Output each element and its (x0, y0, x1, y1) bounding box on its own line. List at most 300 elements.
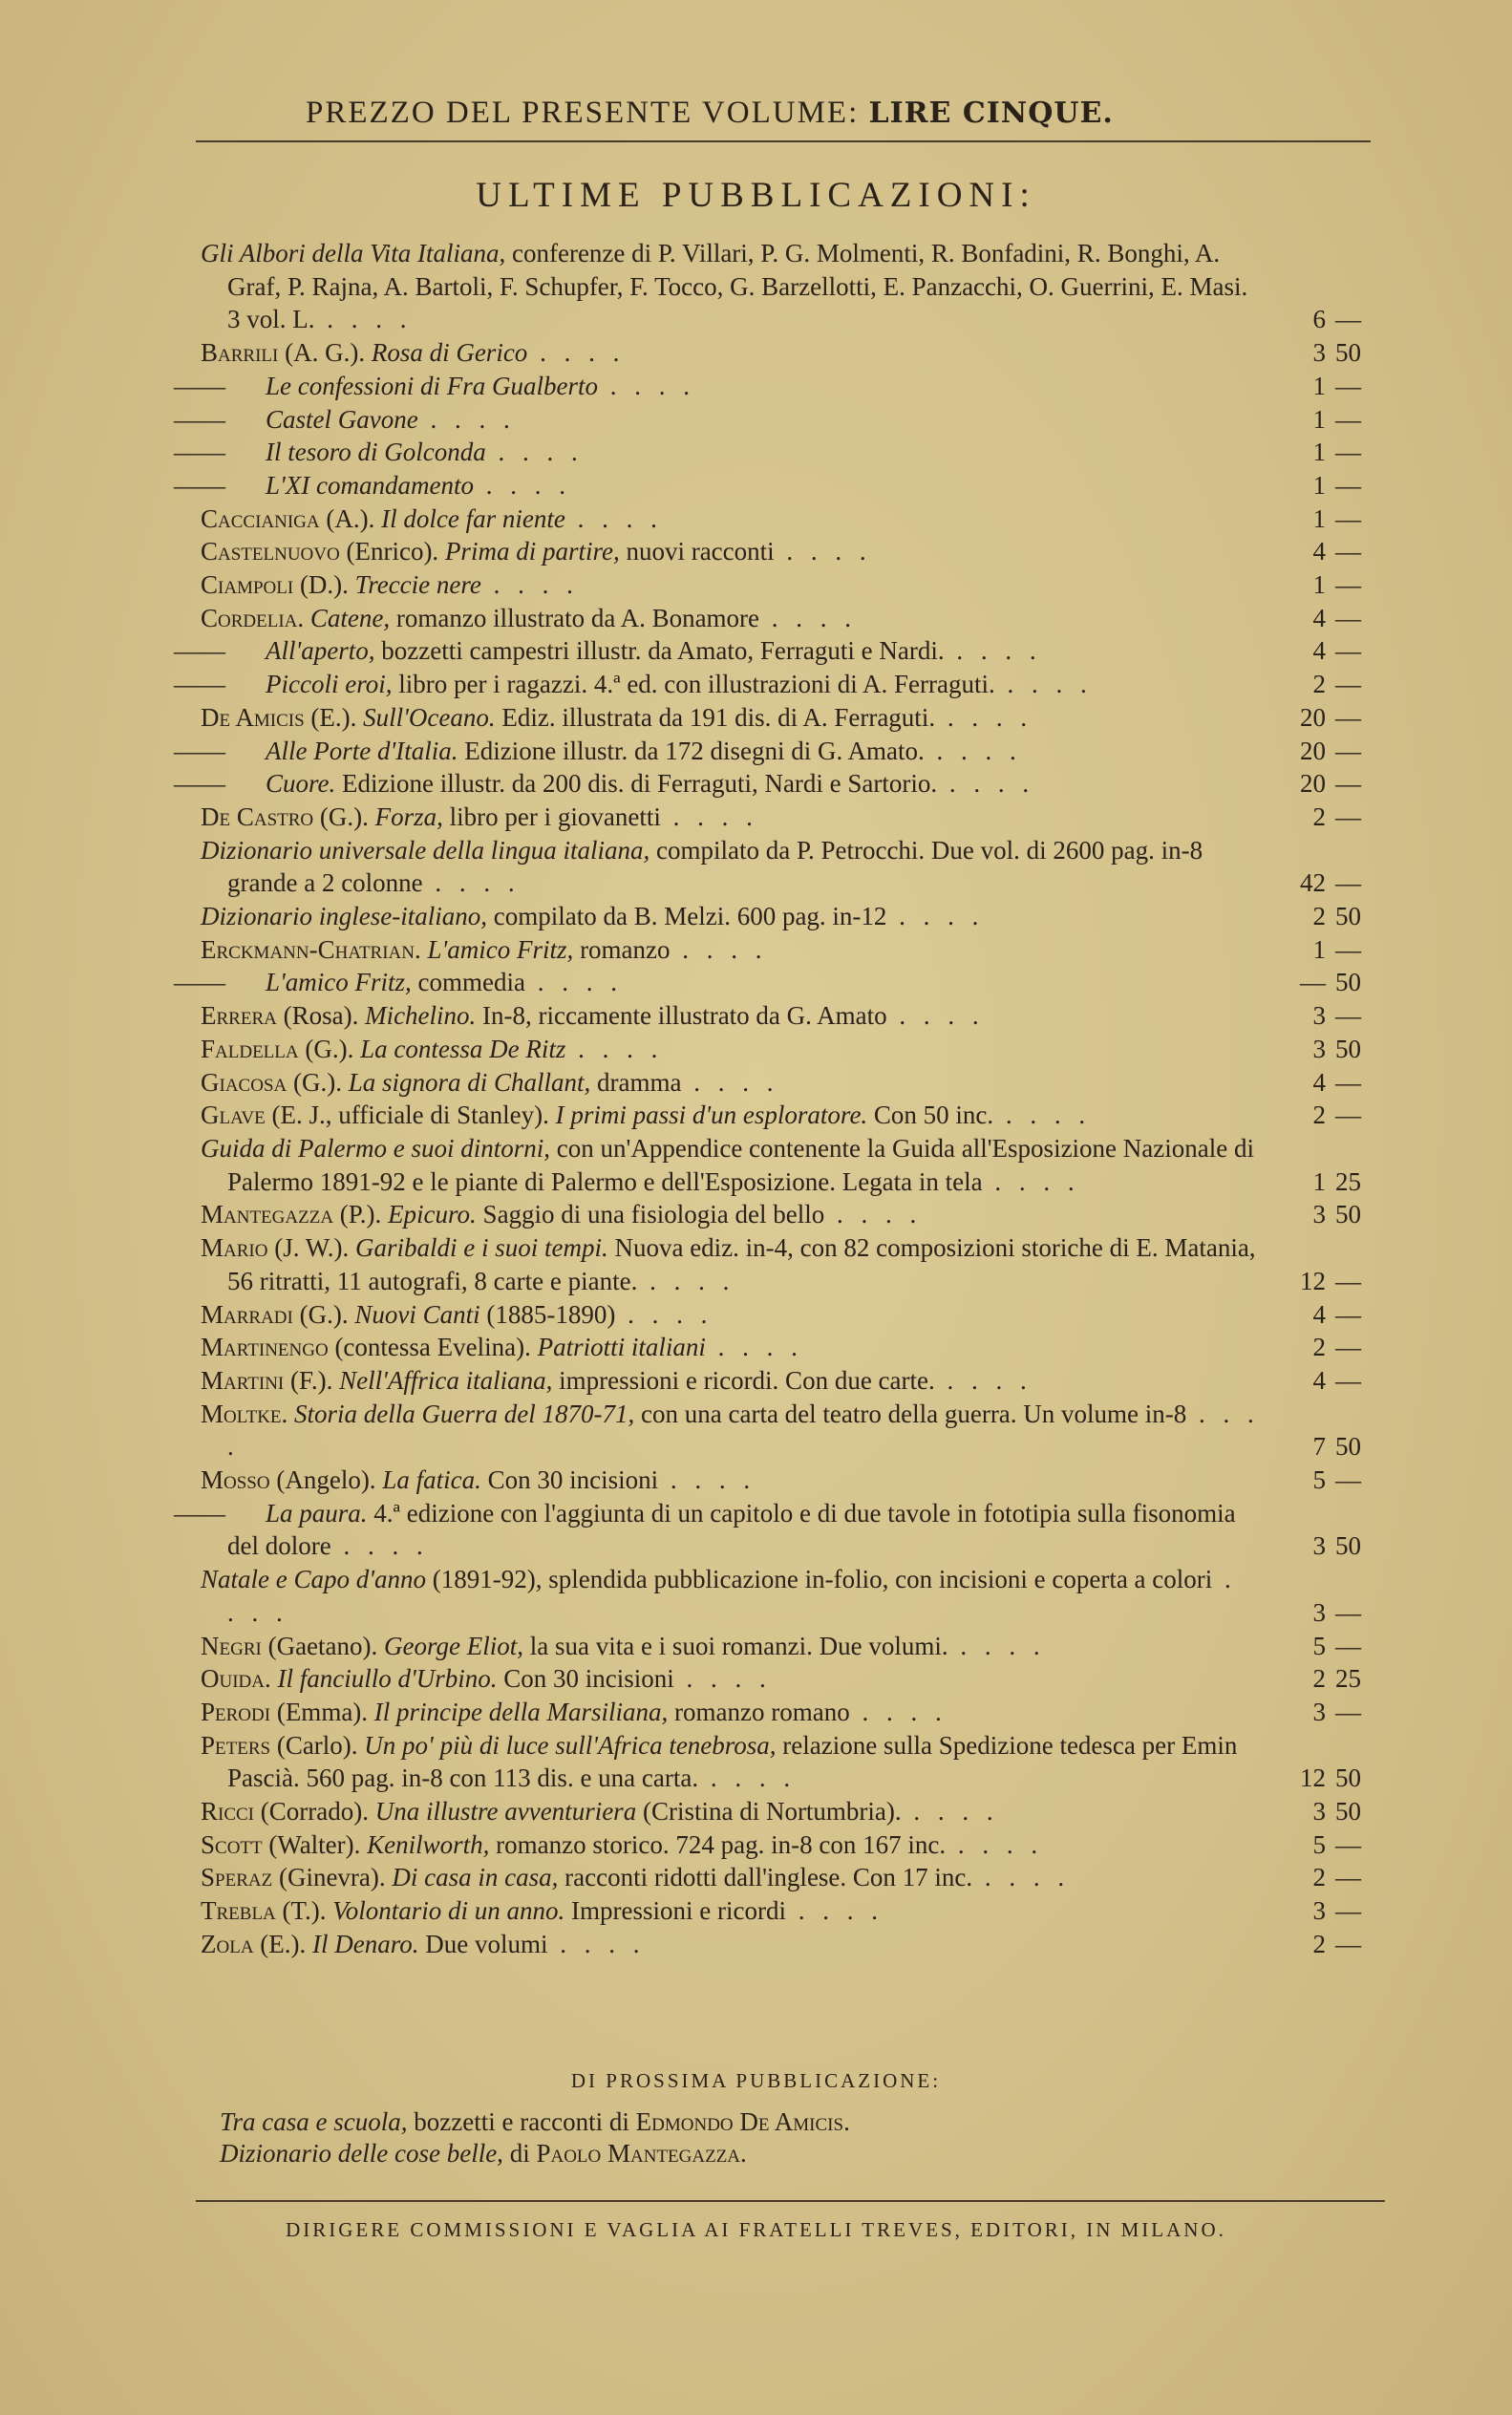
publication-list (174, 237, 1385, 1961)
list-item (201, 1464, 1385, 1497)
entry-price (1280, 436, 1385, 469)
list-item (201, 1132, 1385, 1198)
list-item (174, 634, 1385, 668)
entry-title: Rosa di Gerico (371, 338, 528, 368)
price-centesimi: — (1335, 868, 1361, 898)
entry-author-detail: (contessa Evelina). (328, 1333, 538, 1362)
entry-price (1280, 303, 1385, 336)
entry-title: Una illustre avventuriera (374, 1797, 637, 1827)
price-centesimi: — (1335, 736, 1361, 765)
entry-author: Zola (201, 1929, 254, 1958)
entry-title: La fatica. (382, 1465, 481, 1495)
entry-price (1280, 966, 1385, 999)
entry-title: L'amico Fritz, (427, 934, 574, 964)
leader-dots: . . . . (937, 769, 1035, 799)
repeat-author-dash: —— (174, 470, 225, 500)
leader-dots: . . . . (935, 702, 1033, 732)
price-lire: 5 (1312, 1631, 1326, 1660)
entry-price (1280, 502, 1385, 536)
entry-description: Con 30 incisioni (480, 1465, 659, 1495)
price-lire: 4 (1312, 636, 1326, 666)
price-centesimi: — (1335, 1365, 1361, 1395)
leader-dots: . . . . (474, 470, 571, 500)
price-lire: 3 (1312, 1200, 1326, 1229)
entry-title: Patriotti italiani (537, 1333, 706, 1362)
price-lire: 7 (1312, 1432, 1326, 1462)
price-centesimi: — (1335, 1299, 1361, 1329)
leader-dots: . . . . (417, 404, 516, 434)
list-item (201, 1298, 1385, 1332)
leader-dots: . . . . (673, 1664, 772, 1694)
list-item (201, 1928, 1385, 1961)
entry-description: Con 30 incisioni (497, 1664, 674, 1694)
entry-title: La contessa De Ritz (360, 1034, 566, 1063)
entry-title: Volontario di un anno. (332, 1896, 565, 1926)
leader-dots: . . . . (944, 636, 1042, 666)
list-item (201, 1398, 1385, 1464)
list-item (174, 735, 1385, 768)
entry-price (1280, 801, 1385, 834)
price-header (306, 96, 1328, 131)
price-lire: 2 (1312, 1664, 1326, 1694)
entry-price (1280, 900, 1385, 933)
entry-description: nuovi racconti (619, 537, 775, 566)
entry-title: Catene, (309, 603, 391, 632)
entry-price (1280, 1364, 1385, 1398)
entry-author-detail: . (281, 1399, 295, 1428)
entry-price (1280, 767, 1385, 801)
list-item (201, 1198, 1385, 1231)
entry-description: commedia (411, 968, 526, 997)
list-item (201, 1729, 1385, 1795)
entry-price (1280, 1033, 1385, 1066)
price-lire: 6 (1312, 305, 1326, 334)
entry-price (1280, 1928, 1385, 1961)
list-item (201, 502, 1385, 536)
price-centesimi: — (1335, 1829, 1361, 1859)
entry-price (1280, 469, 1385, 502)
leader-dots: . . . . (565, 1034, 664, 1063)
entry-price (1280, 370, 1385, 403)
price-lire: 2 (1312, 1863, 1326, 1892)
entry-author-detail: (Enrico). (339, 537, 445, 566)
entry-price (1280, 1762, 1385, 1795)
leader-dots: . . . . (934, 1365, 1033, 1395)
list-item (201, 1696, 1385, 1729)
list-item (201, 1828, 1385, 1862)
list-item (201, 1033, 1385, 1066)
entry-author-detail: . (297, 603, 310, 632)
price-centesimi: — (1335, 1101, 1361, 1130)
leader-dots: . . . . (946, 1829, 1044, 1859)
entry-author: Scott (201, 1829, 263, 1859)
leader-dots: . . . . (901, 1797, 999, 1827)
entry-author: Mantegazza (201, 1200, 334, 1229)
entry-price (1280, 1198, 1385, 1231)
price-centesimi: 25 (1335, 1664, 1361, 1694)
entry-title: L'amico Fritz, (266, 968, 412, 997)
leader-dots: . . . . (547, 1929, 646, 1958)
entry-author-detail: (J. W.). (267, 1233, 355, 1263)
price-centesimi: — (1335, 1697, 1361, 1726)
entry-description: romanzo illustrato da A. Bonamore (390, 603, 760, 632)
entry-author: Ouida (201, 1664, 265, 1694)
entry-author-detail: (P.). (333, 1200, 389, 1229)
price-lire: 1 (1312, 470, 1326, 500)
entry-author-detail: (T.). (275, 1896, 333, 1926)
entry-description: romanzo storico. 724 pag. in-8 con 167 inc. (489, 1829, 947, 1859)
price-centesimi: — (1335, 1863, 1361, 1892)
price-lire: 5 (1312, 1829, 1326, 1859)
entry-title: Piccoli eroi, (266, 670, 393, 699)
entry-author: Speraz (201, 1863, 273, 1892)
price-lire: 1 (1312, 570, 1326, 600)
price-lire: 42 (1300, 868, 1326, 898)
entry-author: Marradi (201, 1299, 293, 1329)
price-lire: 2 (1312, 801, 1326, 831)
leader-dots: . . . . (527, 338, 626, 368)
list-item (201, 999, 1385, 1033)
price-lire: 2 (1312, 1333, 1326, 1362)
list-item (174, 436, 1385, 469)
price-centesimi: — (1335, 1067, 1361, 1097)
forthcoming-description: bozzetti e racconti di (407, 2107, 636, 2136)
repeat-author-dash: —— (174, 1498, 225, 1528)
entry-description: Nuova ediz. in-4, con 82 composizioni storiche di E. Matania, 56 ritratti, 11 autografi, 8 carte e piante. (227, 1233, 1256, 1295)
entry-price (1280, 1265, 1385, 1298)
price-lire: 1 (1312, 1166, 1326, 1196)
price-centesimi: 50 (1335, 968, 1361, 997)
entry-title: Il Denaro. (312, 1929, 419, 1958)
leader-dots: . . . . (705, 1333, 803, 1362)
entry-author: Trebla (201, 1896, 276, 1926)
entry-price (1280, 735, 1385, 768)
entry-description: relazione sulla Spedizione tedesca per Emin Pascià. 560 pag. in-8 con 113 dis. e una carta. (227, 1730, 1238, 1793)
price-header-prefix: PREZZO DEL PRESENTE VOLUME: (306, 96, 869, 130)
leader-dots: . . . . (597, 371, 695, 400)
section-title: ULTIME PUBBLICAZIONI: (476, 176, 1036, 215)
entry-author: Martini (201, 1365, 285, 1395)
entry-author: Ricci (201, 1797, 255, 1827)
entry-description: la sua vita e i suoi romanzi. Due volumi. (522, 1631, 948, 1660)
entry-author-detail: (E.). (304, 702, 364, 732)
price-centesimi: 50 (1335, 338, 1361, 368)
entry-author: Negri (201, 1631, 262, 1660)
entry-description: (1885-1890) (479, 1299, 616, 1329)
price-lire: 2 (1312, 1101, 1326, 1130)
forthcoming-end: . (843, 2107, 850, 2136)
entry-title: Un po' più di luce sull'Africa tenebrosa, (364, 1730, 777, 1760)
price-centesimi: — (1335, 702, 1361, 732)
leader-dots: . . . . (480, 570, 579, 600)
price-centesimi: — (1335, 1266, 1361, 1295)
entry-author-detail: (Angelo). (269, 1465, 383, 1495)
entry-description: romanzo romano (668, 1697, 850, 1726)
entry-description: (Cristina di Nortumbria). (636, 1797, 902, 1827)
leader-dots: . . . . (849, 1697, 948, 1726)
entry-description: (1891-92), splendida pubblicazione in-folio, con incisioni e coperta a colori (426, 1565, 1213, 1594)
forthcoming-author: Paolo Mantegazza (536, 2139, 741, 2168)
entry-author: Errera (201, 1001, 277, 1031)
entry-title: Di casa in casa, (392, 1863, 559, 1892)
list-item (201, 1231, 1385, 1297)
entry-price (1280, 336, 1385, 370)
entry-price (1280, 1828, 1385, 1862)
entry-author-detail: (Gaetano). (261, 1631, 385, 1660)
price-lire: 4 (1312, 603, 1326, 632)
list-item (201, 568, 1385, 602)
entry-price (1280, 1630, 1385, 1663)
entry-title: Il fanciullo d'Urbino. (277, 1664, 498, 1694)
price-lire: 20 (1300, 702, 1326, 732)
entry-author-detail: (Rosa). (276, 1001, 366, 1031)
price-lire: 20 (1300, 769, 1326, 799)
entry-title: Dizionario inglese-italiano, (201, 902, 487, 931)
entry-description: Edizione illustr. da 172 disegni di G. Amato. (458, 736, 925, 765)
entry-title: Epicuro. (388, 1200, 477, 1229)
entry-title: Garibaldi e i suoi tempi. (354, 1233, 608, 1263)
leader-dots: . . . . (824, 1200, 923, 1229)
entry-author-detail: (Walter). (262, 1829, 368, 1859)
repeat-author-dash: —— (174, 769, 225, 799)
price-lire: 12 (1300, 1763, 1326, 1793)
entry-title: Nell'Affrica italiana, (339, 1365, 553, 1395)
list-item (201, 1662, 1385, 1696)
forthcoming-end: . (740, 2139, 747, 2168)
leader-dots: . . . . (982, 1166, 1080, 1196)
price-centesimi: — (1335, 371, 1361, 400)
forthcoming-title: DI PROSSIMA PUBBLICAZIONE: (570, 2069, 942, 2092)
price-centesimi: 50 (1335, 1200, 1361, 1229)
leader-dots: . . . . (948, 1631, 1046, 1660)
entry-title: Natale e Capo d'anno (201, 1565, 427, 1594)
entry-author-detail: (G.). (287, 1067, 349, 1097)
entry-description: dramma (590, 1067, 682, 1097)
entry-price (1280, 602, 1385, 635)
price-centesimi: — (1335, 769, 1361, 799)
entry-title: George Eliot, (384, 1631, 523, 1660)
leader-dots: . . . . (972, 1863, 1071, 1892)
entry-title: Cuore. (266, 769, 336, 799)
entry-author: Mario (201, 1233, 268, 1263)
price-centesimi: — (1335, 636, 1361, 666)
price-centesimi: 50 (1335, 1034, 1361, 1063)
price-lire: 3 (1312, 1896, 1326, 1926)
entry-author-detail: (D.). (293, 570, 355, 600)
list-item (174, 668, 1385, 701)
entry-author-detail: (G.). (313, 801, 375, 831)
price-lire: 2 (1312, 1929, 1326, 1958)
top-rule (196, 140, 1371, 142)
repeat-author-dash: —— (174, 438, 225, 467)
entry-description: con una carta del teatro della guerra. Un volume in-8 (634, 1399, 1187, 1428)
leader-dots: . . . . (759, 603, 858, 632)
entry-author: Mosso (201, 1465, 270, 1495)
list-item (201, 900, 1385, 933)
entry-price (1280, 999, 1385, 1033)
entry-author-detail: (Carlo). (270, 1730, 365, 1760)
leader-dots: . . . . (774, 537, 872, 566)
list-item (174, 966, 1385, 999)
price-lire: 4 (1312, 1365, 1326, 1395)
entry-author: Glave (201, 1101, 266, 1130)
leader-dots: . . . . (525, 968, 624, 997)
forthcoming-list (220, 2106, 1270, 2169)
repeat-author-dash: —— (174, 404, 225, 434)
entry-author-detail: (G.). (298, 1034, 361, 1063)
price-lire: 12 (1300, 1266, 1326, 1295)
entry-description: bozzetti campestri illustr. da Amato, Ferraguti e Nardi. (374, 636, 945, 666)
price-centesimi: 50 (1335, 902, 1361, 931)
entry-price (1280, 568, 1385, 602)
price-lire: 3 (1312, 338, 1326, 368)
price-centesimi: 50 (1335, 1432, 1361, 1462)
entry-title: Nuovi Canti (354, 1299, 480, 1329)
price-lire: 4 (1312, 537, 1326, 566)
entry-author: Faldella (201, 1034, 299, 1063)
entry-author-detail: (G.). (292, 1299, 355, 1329)
entry-author-detail: (Corrado). (254, 1797, 375, 1827)
price-centesimi: 50 (1335, 1797, 1361, 1827)
price-centesimi: — (1335, 603, 1361, 632)
price-centesimi: — (1335, 1001, 1361, 1031)
entry-price (1280, 1795, 1385, 1828)
list-item (201, 1066, 1385, 1100)
leader-dots: . . . . (564, 503, 663, 533)
entry-title: Castel Gavone (266, 404, 418, 434)
price-lire: 4 (1312, 1299, 1326, 1329)
entry-title: Il principe della Marsiliana, (373, 1697, 669, 1726)
leader-dots: . . . . (658, 1465, 756, 1495)
leader-dots: . . . . (314, 305, 413, 334)
entry-price (1280, 866, 1385, 900)
entry-description: Due volumi (418, 1929, 548, 1958)
price-centesimi: — (1335, 934, 1361, 964)
entry-title: Il tesoro di Golconda (266, 438, 486, 467)
leader-dots: . . . . (227, 1565, 1237, 1627)
entry-title: Guida di Palermo e suoi dintorni, (201, 1133, 550, 1163)
list-item (201, 1630, 1385, 1663)
price-header-amount: LIRE CINQUE. (868, 96, 1114, 130)
leader-dots: . . . . (670, 934, 768, 964)
entry-author-detail: (F.). (284, 1365, 340, 1395)
price-lire: 1 (1312, 404, 1326, 434)
forthcoming-author: Edmondo De Amicis (635, 2107, 844, 2136)
price-centesimi: — (1335, 801, 1361, 831)
list-item (201, 336, 1385, 370)
price-lire: 1 (1312, 503, 1326, 533)
list-item (174, 767, 1385, 801)
repeat-author-dash: —— (174, 968, 225, 997)
price-lire: 3 (1312, 1034, 1326, 1063)
entry-price (1280, 535, 1385, 568)
entry-author: Erckmann-Chatrian (201, 934, 415, 964)
forthcoming-description: di (502, 2139, 537, 2168)
entry-author-detail: (E.). (253, 1929, 313, 1958)
price-lire: 4 (1312, 1067, 1326, 1097)
entry-title: Forza, (374, 801, 443, 831)
entry-title: Michelino. (365, 1001, 477, 1031)
price-lire: 2 (1312, 902, 1326, 931)
leader-dots: . . . . (615, 1299, 713, 1329)
repeat-author-dash: —— (174, 736, 225, 765)
entry-author-detail: (Emma). (270, 1697, 374, 1726)
entry-price (1280, 668, 1385, 701)
price-centesimi: — (1335, 470, 1361, 500)
leader-dots: . . . . (330, 1531, 429, 1561)
entry-author: Giacosa (201, 1067, 287, 1097)
entry-price (1280, 1696, 1385, 1729)
entry-price (1280, 1331, 1385, 1364)
entry-price (1280, 1861, 1385, 1894)
entry-title: Storia della Guerra del 1870-71, (294, 1399, 635, 1428)
entry-author-detail: . (415, 934, 428, 964)
leader-dots: . . . . (660, 801, 758, 831)
price-centesimi: — (1335, 438, 1361, 467)
price-lire: — (1300, 968, 1326, 997)
price-lire: 5 (1312, 1465, 1326, 1495)
entry-description: 4.ª edizione con l'aggiunta di un capitolo e di due tavole in fototipia sulla fisonomia del dolore (227, 1498, 1236, 1561)
entry-description: libro per i giovanetti (442, 801, 661, 831)
list-item (201, 933, 1385, 967)
entry-author: Castelnuovo (201, 537, 340, 566)
list-item (201, 1861, 1385, 1894)
repeat-author-dash: —— (174, 670, 225, 699)
entry-author: Perodi (201, 1697, 271, 1726)
list-item (201, 1894, 1385, 1928)
entry-title: Dizionario universale della lingua italiana, (201, 835, 650, 865)
entry-author-detail: . (265, 1664, 278, 1694)
entry-description: conferenze di P. Villari, P. G. Molmenti, R. Bonfadini, R. Bonghi, A. Graf, P. Rajna, A. Bartoli, F. Schupfer, F. Tocco, G. Barzellotti, E. Panzacchi, O. Guerrini, E. Masi. 3 vol. L. (227, 239, 1248, 334)
list-item (174, 370, 1385, 403)
list-item (174, 1497, 1385, 1563)
list-item (201, 1099, 1385, 1132)
entry-author: Moltke (201, 1399, 282, 1428)
list-item (201, 602, 1385, 635)
entry-author-detail: (Ginevra). (272, 1863, 393, 1892)
list-item (201, 1795, 1385, 1828)
price-centesimi: — (1335, 570, 1361, 600)
entry-description: romanzo (573, 934, 671, 964)
price-centesimi: — (1335, 1333, 1361, 1362)
entry-description: Edizione illustr. da 200 dis. di Ferraguti, Nardi e Sartorio. (335, 769, 938, 799)
price-centesimi: — (1335, 670, 1361, 699)
list-item (201, 801, 1385, 834)
price-lire: 3 (1312, 1001, 1326, 1031)
entry-author: Caccianiga (201, 503, 320, 533)
forthcoming-item (220, 2106, 1270, 2138)
entry-price (1280, 1165, 1385, 1199)
price-centesimi: — (1335, 1597, 1361, 1627)
entry-price (1280, 1066, 1385, 1100)
leader-dots: . . . . (422, 868, 521, 898)
bottom-rule (196, 2200, 1385, 2202)
entry-description: Saggio di una fisiologia del bello (476, 1200, 825, 1229)
list-item (201, 1364, 1385, 1398)
list-item (201, 237, 1385, 336)
forthcoming-item (220, 2138, 1270, 2169)
entry-title: Treccie nere (354, 570, 481, 600)
entry-author: Peters (201, 1730, 271, 1760)
leader-dots: . . . . (886, 1001, 985, 1031)
entry-description: con un'Appendice contenente la Guida all'Esposizione Nazionale di Palermo 1891-92 e le piante di Palermo e dell'Esposizione. Legata in tela (227, 1133, 1254, 1196)
price-centesimi: — (1335, 1465, 1361, 1495)
entry-title: Sull'Oceano. (363, 702, 496, 732)
entry-title: L'XI comandamento (266, 470, 474, 500)
price-centesimi: — (1335, 537, 1361, 566)
entry-title: Kenilworth, (367, 1829, 490, 1859)
entry-description: libro per i ragazzi. 4.ª ed. con illustrazioni di A. Ferraguti. (392, 670, 995, 699)
